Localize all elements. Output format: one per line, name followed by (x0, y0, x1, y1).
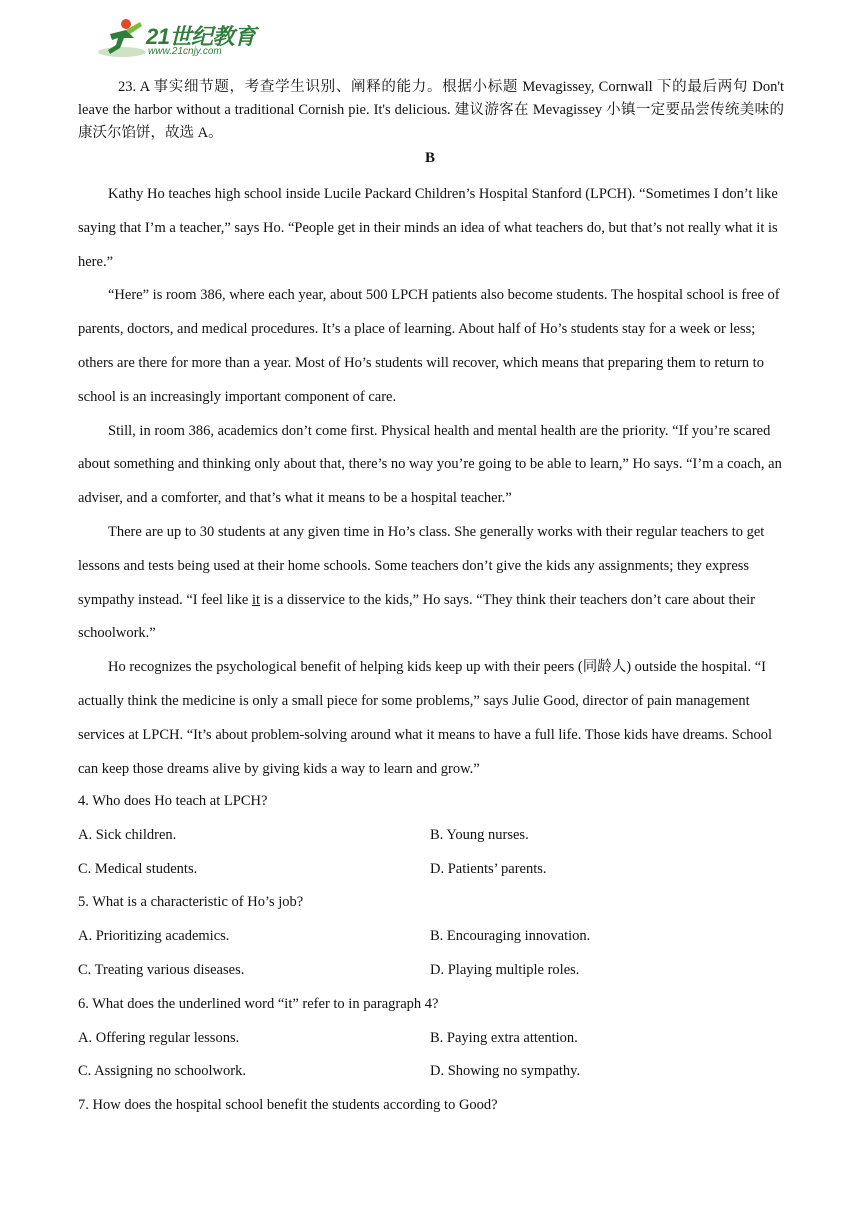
question-4 (78, 785, 784, 886)
question-stem: 7. How does the hospital school benefit the students according to Good? (78, 1097, 498, 1114)
logo (96, 14, 266, 62)
brand-name: 21世纪教育 (146, 24, 256, 49)
underlined-word: it (251, 591, 261, 608)
question-stem: 4. Who does Ho teach at LPCH? (78, 793, 268, 809)
paragraph-4-text: There are up to 30 students at any given time in Ho’s class. She generally works with their regular teachers to get lessons and tests being used at their home schools. Some teachers don’t give the kids any assignments; they express sympathy instead. “I feel like (78, 523, 765, 608)
answer-explanation: 23. A 事实细节题，考查学生识别、阐释的能力。根据小标题 Mevagissey, Cornwall 下的最后两句 Don't leave the harbor without a traditional Cornish pie. It's delicious. 建议游客在 Mevagissey 小镇一定要品尝传统美味的康沃尔馅饼，故选 A。 (78, 79, 784, 141)
question-stem: 6. What does the underlined word “it” refer to in paragraph 4? (78, 995, 439, 1012)
question-6 (78, 988, 784, 1089)
option-b: B. Young nurses. (430, 826, 529, 843)
option-b: B. Encouraging innovation. (430, 928, 591, 945)
runner-logo-icon (96, 16, 148, 60)
option-c: C. Treating various diseases. (78, 961, 245, 978)
paragraph-4 (78, 516, 784, 651)
reading-passage (78, 178, 784, 786)
question-5 (78, 886, 784, 987)
option-d: D. Showing no sympathy. (430, 1063, 581, 1080)
option-a: A. Sick children. (78, 826, 177, 843)
question-7 (78, 1089, 784, 1123)
paragraph-2: “Here” is room 386, where each year, about 500 LPCH patients also become students. The hospital school is free of parents, doctors, and medical procedures. It’s a place of learning. About half of Ho’s students stay for a week or less; others are there for more than a year. Most of Ho’s students will recover, which means that preparing them to return to school is an increasingly important component of care. (78, 287, 780, 405)
paragraph-3: Still, in room 386, academics don’t come first. Physical health and mental health are the priority. “If you’re scared about something and thinking only about that, there’s no way you’re going to be able to learn,” Ho says. “I’m a coach, an adviser, and a comforter, and that’s what it means to be a hospital teacher.” (78, 422, 782, 507)
paragraph-4-text-end: is a disservice to the kids,” Ho says. “They think their teachers don’t care about their schoolwork.” (78, 591, 756, 642)
paragraph-5: Ho recognizes the psychological benefit of helping kids keep up with their peers (同龄人) outside the hospital. “I actually think the medicine is only a small piece for some problems,” says Julie Good, director of pain management services at LPCH. “It’s about problem-solving around what it means to have a full life. Those kids have dreams. School can keep those dreams alive by giving kids a way to learn and grow.” (78, 659, 772, 777)
question-stem: 5. What is a characteristic of Ho’s job? (78, 894, 304, 911)
option-a: A. Prioritizing academics. (78, 928, 230, 945)
option-a: A. Offering regular lessons. (78, 1029, 240, 1046)
paragraph-1: Kathy Ho teaches high school inside Lucile Packard Children’s Hospital Stanford (LPCH). “Sometimes I don’t like saying that I’m a teacher,” says Ho. “People get in their minds an idea of what teachers do, but that’s not really what it is here.” (78, 186, 778, 270)
brand-url: www.21cnjy.com (148, 46, 222, 57)
option-c: C. Medical students. (78, 860, 198, 877)
section-title: B (424, 150, 435, 166)
option-d: D. Playing multiple roles. (430, 961, 580, 978)
question-list (78, 785, 784, 1123)
option-b: B. Paying extra attention. (430, 1029, 578, 1046)
option-c: C. Assigning no schoolwork. (78, 1063, 246, 1080)
option-d: D. Patients’ parents. (430, 860, 547, 877)
